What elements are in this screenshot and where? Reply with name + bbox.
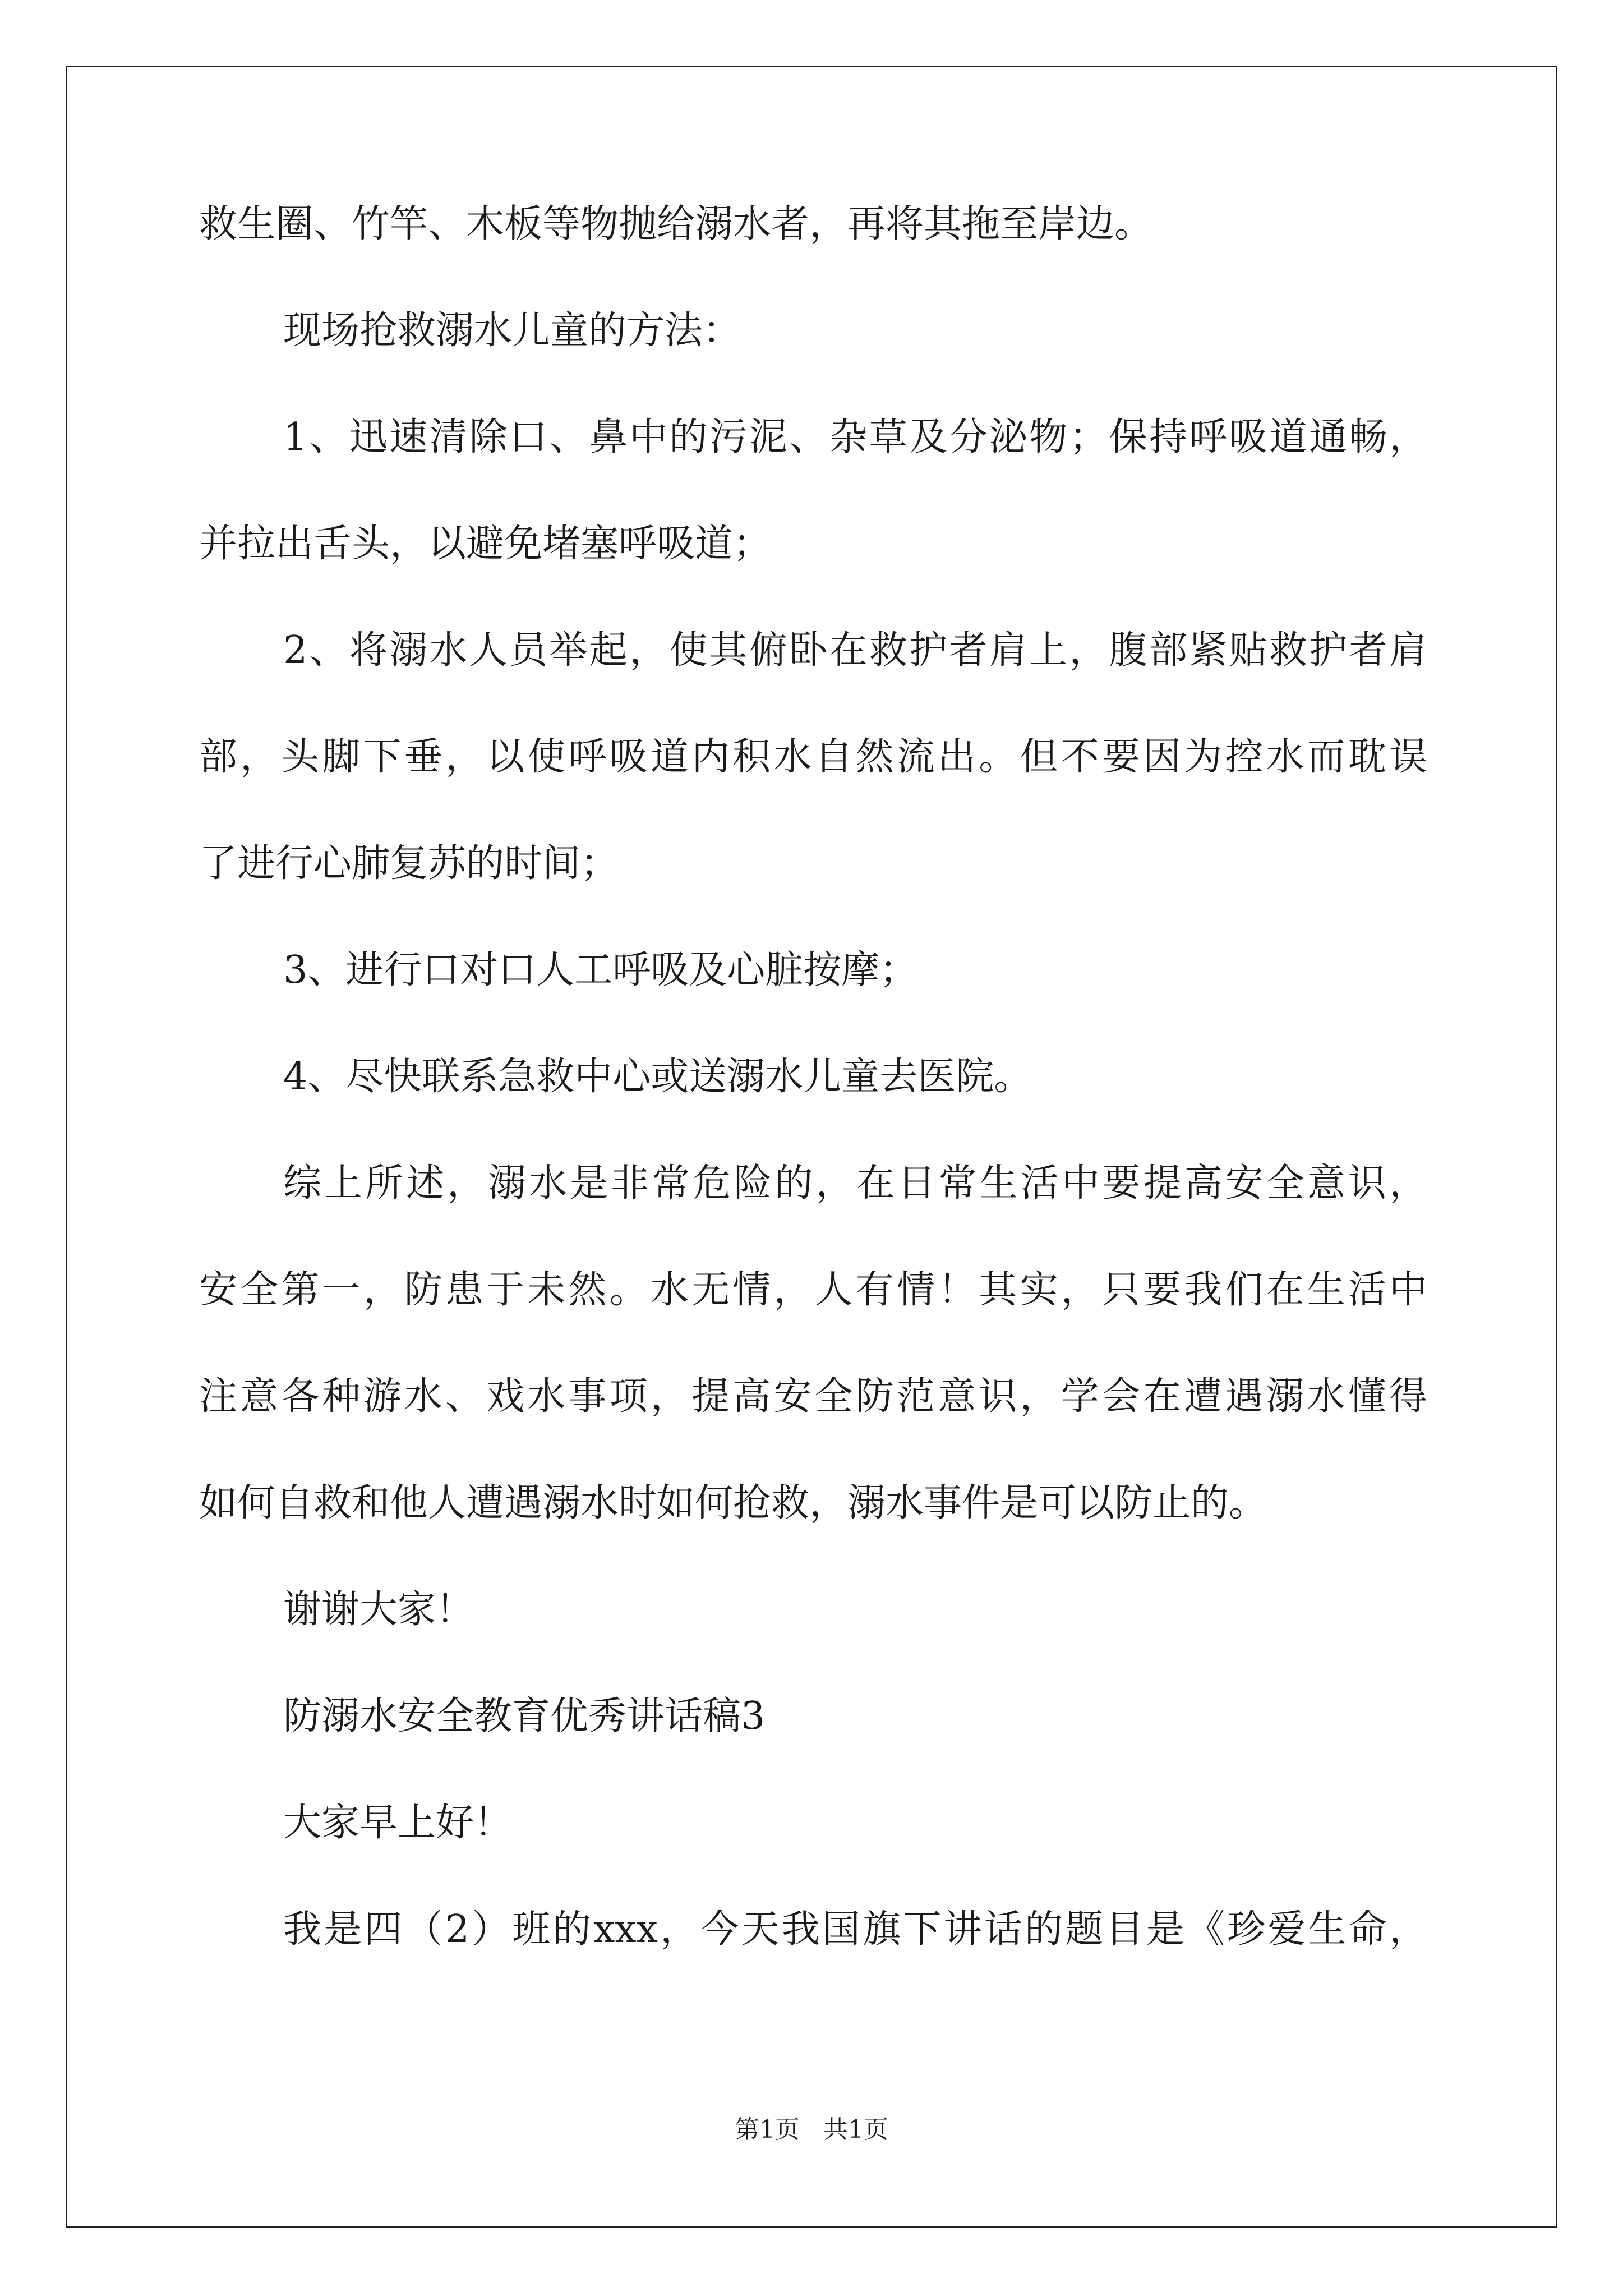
text-line: 了进行心肺复苏的时间；: [199, 841, 619, 886]
text-line: 注意各种游水、戏水事项，提高安全防范意识，学会在遭遇溺水懂得: [199, 1374, 1427, 1419]
text-line: 如何自救和他人遭遇溺水时如何抢救，溺水事件是可以防止的。: [199, 1481, 1267, 1525]
text-line: 安全第一，防患于未然。水无情，人有情！其实，只要我们在生活中: [199, 1268, 1427, 1312]
text-line: 谢谢大家！: [283, 1588, 474, 1632]
text-line: 2、将溺水人员举起，使其俯卧在救护者肩上，腹部紧贴救护者肩: [283, 628, 1427, 673]
text-line: 综上所述，溺水是非常危险的，在日常生活中要提高安全意识，: [283, 1161, 1427, 1205]
text-line: 并拉出舌头，以避免堵塞呼吸道；: [199, 522, 772, 566]
text-line: 救生圈、竹竿、木板等物抛给溺水者，再将其拖至岸边。: [199, 202, 1153, 246]
text-line: 现场抢救溺水儿童的方法：: [283, 309, 741, 353]
text-line: 4、尽快联系急救中心或送溺水儿童去医院。: [283, 1055, 1032, 1099]
text-line: 大家早上好！: [283, 1801, 513, 1845]
text-line: 1、迅速清除口、鼻中的污泥、杂草及分泌物；保持呼吸道通畅，: [283, 415, 1427, 459]
page-border: [66, 66, 1557, 2228]
text-line: 3、进行口对口人工呼吸及心脏按摩；: [283, 948, 918, 992]
page-footer: 第1页 共1页: [735, 2115, 888, 2144]
section-heading: 防溺水安全教育优秀讲话稿3: [283, 1694, 766, 1738]
text-line: 我是四（2）班的xxx，今天我国旗下讲话的题目是《珍爱生命，: [283, 1907, 1427, 1952]
text-line: 部，头脚下垂，以使呼吸道内积水自然流出。但不要因为控水而耽误: [199, 735, 1427, 779]
